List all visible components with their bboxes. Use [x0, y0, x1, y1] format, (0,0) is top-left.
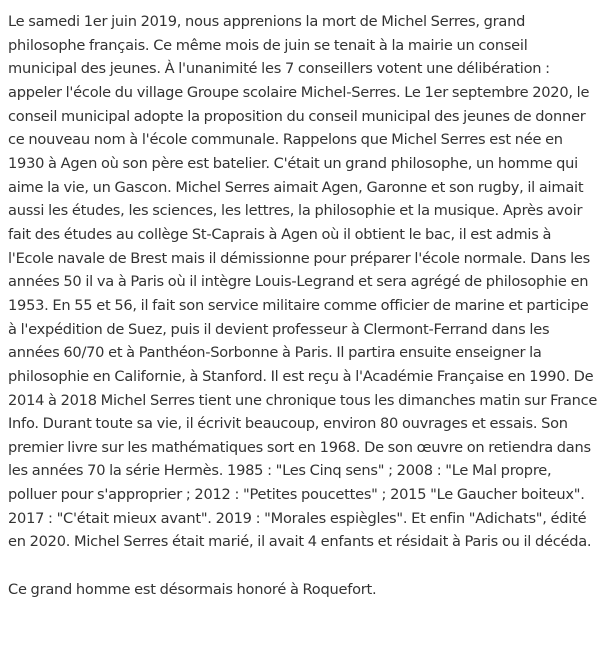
article-body [8, 10, 600, 602]
article-paragraph-main: Le samedi 1er juin 2019, nous apprenions la mort de Michel Serres, grand philosophe français. Ce même mois de juin se tenait à la mairie un conseil municipal des jeunes. À l'unanimité les 7 conseillers votent une délibération : appeler l'école du village Groupe scolaire Michel-Serres. Le 1er septembre 2020, le conseil municipal adopte la proposition du conseil municipal des jeunes de donner ce nouveau nom à l'école communale. Rappelons que Michel Serres est née en 1930 à Agen où son père est batelier. C'était un grand philosophe, un homme qui aime la vie, un Gascon. Michel Serres aimait Agen, Garonne et son rugby, il aimait aussi les études, les sciences, les lettres, la philosophie et la musique. Après avoir fait des études au collège St-Caprais à Agen où il obtient le bac, il est admis à l'Ecole navale de Brest mais il démissionne pour préparer l'école normale. Dans les années 50 il va à Paris où il intègre Louis-Legrand et sera agrégé de philosophie en 1953. En 55 et 56, il fait son service militaire comme officier de marine et participe à l'expédition de Suez, puis il devient professeur à Clermont-Ferrand dans les années 60/70 et à Panthéon-Sorbonne à Paris. Il partira ensuite enseigner la philosophie en Californie, à Stanford. Il est reçu à l'Académie Française en 1990. De 2014 à 2018 Michel Serres tient une chronique tous les dimanches matin sur France Info. Durant toute sa vie, il écrivit beaucoup, environ 80 ouvrages et essais. Son premier livre sur les mathématiques sort en 1968. De son œuvre on retiendra dans les années 70 la série Hermès. 1985 : "Les Cinq sens" ; 2008 : "Le Mal propre, polluer pour s'approprier ; 2012 : "Petites poucettes" ; 2015 "Le Gaucher boiteux". 2017 : "C'était mieux avant". 2019 : "Morales espiègles". Et enfin "Adichats", édité en 2020. Michel Serres était marié, il avait 4 enfants et résidait à Paris ou il décéda. [8, 13, 598, 551]
article-paragraph-closing: Ce grand homme est désormais honoré à Roquefort. [8, 581, 377, 599]
